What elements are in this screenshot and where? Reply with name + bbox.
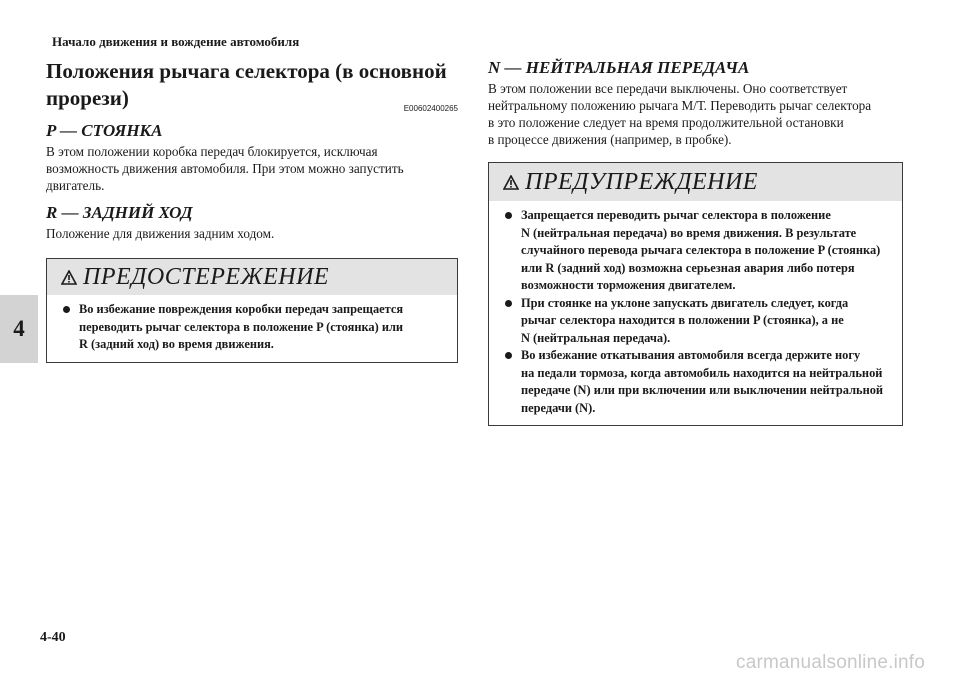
warning-item (505, 295, 890, 348)
section-title: Положения рычага селектора (в основной прорези) (46, 59, 447, 110)
text-reverse: Положение для движения задним ходом. (46, 226, 275, 241)
running-header: Начало движения и вождение автомобиля (52, 34, 300, 49)
right-column (488, 58, 903, 426)
heading-park: P — СТОЯНКА (46, 121, 163, 140)
page-number: 4-40 (40, 630, 66, 645)
warning-item-text: Запрещается переводить рычаг селектора в положение N (нейтральная передача) во время движения. В результате случайного перевода рычага селектора в положение P (стоянка) или R (задний ход) возможна серьезная авария либо потеря возможности торможения двигателем. (521, 208, 881, 292)
caution-item-text: Во избежание повреждения коробки передач запрещается переводить рычаг селектора в положение P (стоянка) или R (задний ход) во время движения. (79, 302, 404, 351)
caution-label: ПРЕДОСТЕРЕЖЕНИЕ (83, 263, 330, 290)
warning-box (488, 162, 903, 426)
caution-item (63, 301, 445, 354)
warning-triangle-icon (503, 175, 519, 190)
left-column (46, 58, 458, 363)
bullet-icon (505, 352, 512, 359)
warning-item (505, 207, 890, 295)
warning-item-text: При стоянке на уклоне запускать двигатель следует, когда рычаг селектора находится в положении P (стоянка), а не N (нейтральная передача). (521, 295, 849, 345)
warning-triangle-icon (61, 270, 77, 285)
watermark: carmanualsonline.info (736, 652, 926, 673)
warning-body (489, 201, 902, 425)
warning-header (489, 163, 902, 201)
bullet-icon (63, 306, 70, 313)
caution-body (47, 295, 457, 362)
text-park: В этом положении коробка передач блокируется, исключая возможность движения автомобиля. При этом можно запустить двигатель. (46, 144, 404, 193)
heading-neutral: N — НЕЙТРАЛЬНАЯ ПЕРЕДАЧА (488, 58, 750, 77)
warning-item (505, 347, 890, 417)
text-neutral: В этом положении все передачи выключены. Оно соответствует нейтральному положению рычага М/Т. Переводить рычаг селектора в это положение следует на время продолжительной остановки в процессе движения (например, в пробке). (488, 81, 872, 147)
heading-reverse: R — ЗАДНИЙ ХОД (46, 203, 193, 222)
doc-code: E00602400265 (403, 104, 458, 113)
section-tab-label: 4 (13, 316, 25, 341)
bullet-icon (505, 300, 512, 307)
caution-box (46, 258, 458, 363)
warning-label: ПРЕДУПРЕЖДЕНИЕ (525, 168, 758, 195)
warning-item-text: Во избежание откатывания автомобиля всегда держите ногу на педали тормоза, когда автомобиль находится на нейтральной передаче (N) или при включении или выключении нейтральной передачи (N). (521, 348, 884, 415)
section-tab (0, 295, 38, 363)
bullet-icon (505, 212, 512, 219)
caution-header (47, 259, 457, 295)
